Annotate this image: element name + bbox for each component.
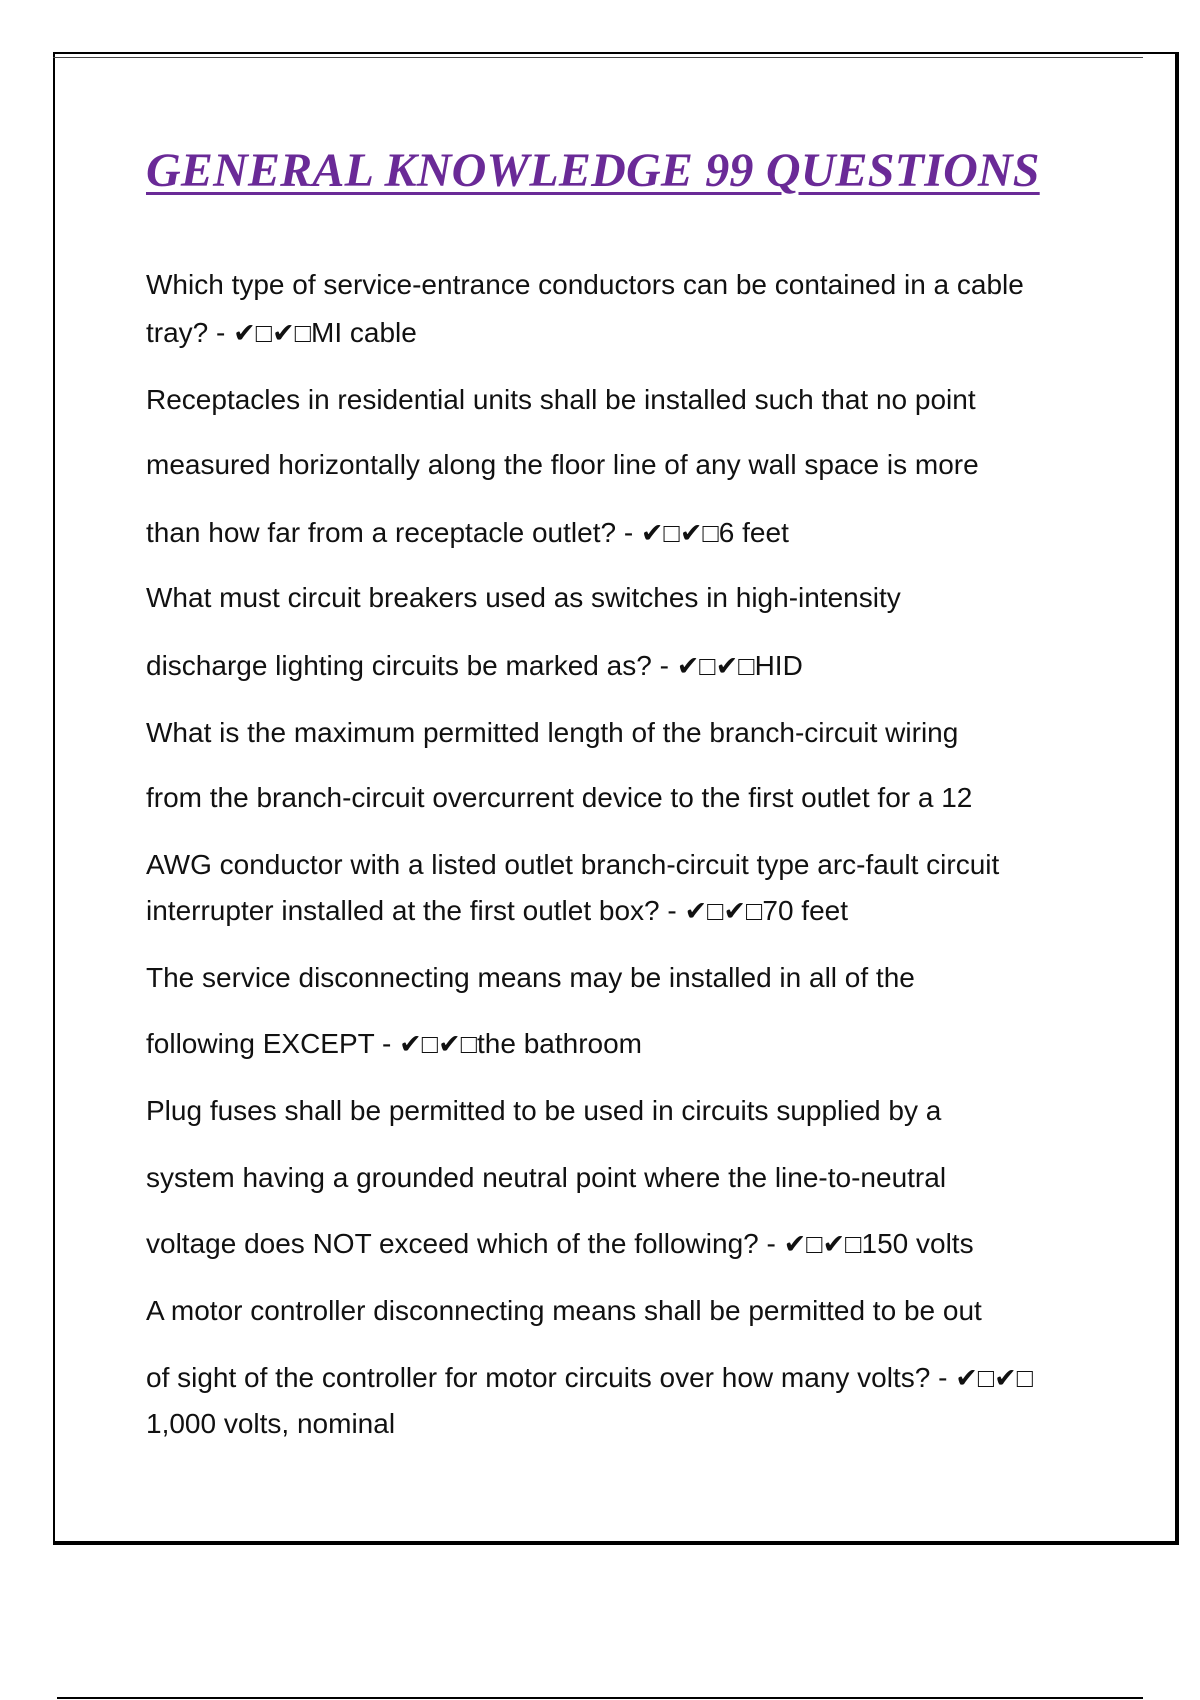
check-marker-icon: ✔□✔□ xyxy=(676,651,755,681)
question-6-line-3: voltage does NOT exceed which of the following? - ✔□✔□150 volts xyxy=(146,1228,974,1259)
answer-6: 150 volts xyxy=(861,1228,974,1259)
check-marker-icon: ✔□✔□ xyxy=(955,1363,1034,1393)
question-3-line-2: discharge lighting circuits be marked as? - ✔□✔□HID xyxy=(146,650,803,681)
answer-4: 70 feet xyxy=(762,895,849,926)
answer-3: HID xyxy=(754,650,803,681)
question-4-line-2: from the branch-circuit overcurrent device to the first outlet for a 12 xyxy=(146,782,973,813)
check-marker-icon: ✔□✔□ xyxy=(684,896,763,926)
question-2-line-2: measured horizontally along the floor line of any wall space is more xyxy=(146,449,979,480)
check-marker-icon: ✔□✔□ xyxy=(783,1229,862,1259)
question-4-line-1: What is the maximum permitted length of the branch-circuit wiring xyxy=(146,717,959,748)
answer-1: MI cable xyxy=(311,317,417,348)
question-4-line-3: AWG conductor with a listed outlet branch-circuit type arc-fault circuit xyxy=(146,849,1000,880)
answer-2: 6 feet xyxy=(718,517,789,548)
question-3-line-1: What must circuit breakers used as switches in high-intensity xyxy=(146,582,901,613)
check-marker-icon: ✔□✔□ xyxy=(399,1029,478,1059)
border-inner-line xyxy=(53,57,1143,58)
page-title: GENERAL KNOWLEDGE 99 QUESTIONS xyxy=(146,144,1040,197)
question-7-line-3 xyxy=(146,1406,395,1442)
answer-5: the bathroom xyxy=(477,1028,643,1059)
question-1-line-1: Which type of service-entrance conductors can be contained in a cable xyxy=(146,269,1024,300)
check-marker-icon: ✔□✔□ xyxy=(233,318,312,348)
question-5-line-1: The service disconnecting means may be installed in all of the xyxy=(146,962,915,993)
question-5-line-2: following EXCEPT - ✔□✔□the bathroom xyxy=(146,1028,643,1059)
question-2-line-3: than how far from a receptacle outlet? - ✔□✔□6 feet xyxy=(146,517,789,548)
check-marker-icon: ✔□✔□ xyxy=(640,518,719,548)
question-7-line-2: of sight of the controller for motor circuits over how many volts? - ✔□✔□ xyxy=(146,1362,1034,1393)
question-1-line-2: tray? - ✔□✔□MI cable xyxy=(146,317,417,348)
question-6-line-2: system having a grounded neutral point where the line-to-neutral xyxy=(146,1162,947,1193)
question-4-line-4: interrupter installed at the first outlet box? - ✔□✔□70 feet xyxy=(146,895,849,926)
question-2-line-1: Receptacles in residential units shall be installed such that no point xyxy=(146,384,976,415)
question-6-line-1: Plug fuses shall be permitted to be used in circuits supplied by a xyxy=(146,1095,942,1126)
answer-7: 1,000 volts, nominal xyxy=(146,1408,396,1439)
bottom-rule xyxy=(57,1697,1143,1699)
question-7-line-1: A motor controller disconnecting means shall be permitted to be out xyxy=(146,1295,982,1326)
